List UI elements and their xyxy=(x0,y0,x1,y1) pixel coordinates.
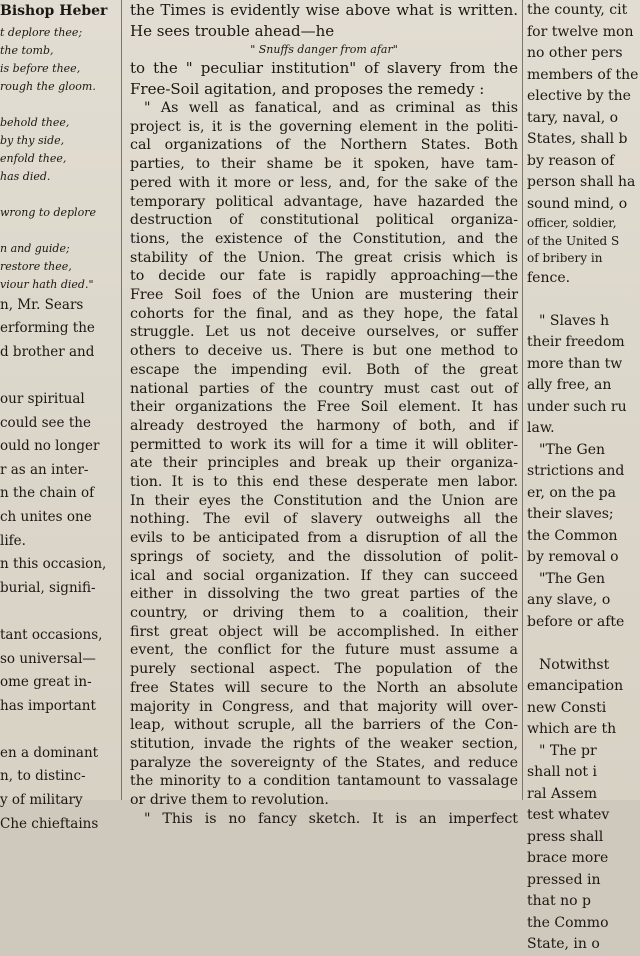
text-line: to decide our fate is rapidly approaching—the xyxy=(130,268,518,285)
text-line: " Snuffs danger from afar" xyxy=(250,43,398,56)
text-line: project is, it is the governing element in the politi- xyxy=(130,118,518,135)
text-line: sound mind, o xyxy=(527,195,628,212)
text-line xyxy=(0,186,116,204)
text-line: "The Gen xyxy=(539,441,606,458)
text-line: ical and social organization. If they can succeed xyxy=(130,567,518,584)
text-line: d brother and xyxy=(0,343,95,360)
column-rule xyxy=(121,0,122,800)
text-line: temporary political advantage, have hazarded the xyxy=(130,193,518,210)
text-line: pered with it more or less, and, for the sake of the xyxy=(130,174,518,191)
text-line: ome great in- xyxy=(0,674,92,691)
text-line: free States will secure to the North an absolute xyxy=(130,679,518,696)
text-line: our spiritual xyxy=(0,390,85,407)
text-line: n and guide; xyxy=(0,241,70,255)
text-line xyxy=(0,96,116,114)
text-line xyxy=(527,633,640,655)
text-line: Notwithst xyxy=(539,656,610,673)
text-line: first great object will be accomplished. In either xyxy=(130,623,518,640)
text-line: In their eyes the Constitution and the Union are xyxy=(130,492,518,509)
text-line: viour hath died." xyxy=(0,277,94,291)
text-line: the Times is evidently wise above what is written. xyxy=(130,1,518,19)
text-line: " The pr xyxy=(539,742,597,759)
text-line: the county, cit xyxy=(527,2,628,18)
text-line: Free Soil foes of the Union are mustering their xyxy=(130,287,518,304)
text-line: test whatev xyxy=(527,807,610,823)
text-line: is before thee, xyxy=(0,61,81,75)
text-line: the Common xyxy=(527,527,618,544)
text-line: or drive them to revolution. xyxy=(130,792,329,809)
text-line: the Commo xyxy=(527,914,609,931)
text-line: pressed in xyxy=(527,871,601,888)
text-line: person shall ha xyxy=(527,174,636,190)
text-line: States, shall b xyxy=(527,131,628,147)
text-line: tant occasions, xyxy=(0,626,103,643)
column-rule xyxy=(522,0,523,800)
text-line: their organizations the Free Soil element. It has xyxy=(130,399,518,416)
text-line: destruction of constitutional political organiza- xyxy=(130,212,518,229)
text-line: strictions and xyxy=(527,463,625,479)
text-line: their freedom xyxy=(527,334,625,350)
text-line: that no p xyxy=(527,893,591,909)
text-line: evils to be anticipated from a disruption of all the xyxy=(130,530,518,547)
text-line: Che chieftains xyxy=(0,815,99,832)
text-line: wrong to deplore xyxy=(0,205,96,219)
text-line: stability of the Union. The great crisis which is xyxy=(130,249,518,266)
text-line: by removal o xyxy=(527,549,619,565)
text-line: enfold thee, xyxy=(0,151,67,165)
text-line: t deplore thee; xyxy=(0,25,83,39)
text-line: new Consti xyxy=(527,699,607,716)
text-line: has important xyxy=(0,697,96,714)
text-line: others to deceive us. There is but one method to xyxy=(130,343,518,360)
text-line: parties, to their shame be it spoken, have tam- xyxy=(130,156,518,173)
text-line: no other pers xyxy=(527,45,623,61)
text-line: permitted to work its will for a time it will obliter- xyxy=(130,436,518,453)
text-line: tary, naval, o xyxy=(527,109,619,126)
text-line: the tomb, xyxy=(0,43,54,57)
text-line: paralyze the sovereignty of the States, and reduce xyxy=(130,754,518,771)
text-line: emancipation xyxy=(527,678,624,694)
text-line: cohorts for the final, and as they hope, the fatal xyxy=(130,305,518,322)
text-line: Bishop Heber xyxy=(0,3,108,19)
text-line: springs of society, and the dissolution of polit- xyxy=(130,548,518,565)
text-line: ate their principles and break up their organiza- xyxy=(130,455,518,472)
text-line: ally free, an xyxy=(527,377,612,393)
text-line: ch unites one xyxy=(0,508,92,525)
text-line: escape the impending evil. Both of the great xyxy=(130,361,518,378)
text-line: "The Gen xyxy=(539,570,606,587)
text-line: tion. It is to this end these desperate men labor. xyxy=(130,474,518,491)
text-line: tions, the existence of the Constitution, and the xyxy=(130,230,518,247)
text-line: already destroyed the harmony of both, and if xyxy=(130,417,518,434)
text-line: ould no longer xyxy=(0,438,100,455)
text-line: shall not i xyxy=(527,764,597,780)
text-line: to the " peculiar institution" of slavery from the xyxy=(130,59,518,77)
text-line: cal organizations of the Northern States. Both xyxy=(130,137,518,154)
text-line: so universal— xyxy=(0,650,96,667)
text-line xyxy=(0,222,116,240)
text-line: " This is no fancy sketch. It is an imperfect xyxy=(144,810,518,827)
right-column xyxy=(527,0,640,952)
text-line: either in dissolving the two great parties of the xyxy=(130,586,518,603)
text-line: of the United S xyxy=(527,233,620,248)
text-line: under such ru xyxy=(527,398,627,415)
middle-column xyxy=(126,0,518,827)
text-line xyxy=(0,718,116,742)
text-line: press shall xyxy=(527,828,604,845)
text-line: n, to distinc- xyxy=(0,768,86,785)
text-line: before or afte xyxy=(527,613,625,630)
text-line: " Slaves h xyxy=(539,312,610,329)
text-line: law. xyxy=(527,420,555,436)
text-line: burial, signifi- xyxy=(0,579,96,596)
text-line xyxy=(0,364,116,388)
text-line: ral Assem xyxy=(527,785,598,802)
text-line: rough the gloom. xyxy=(0,79,96,93)
text-line: officer, soldier, xyxy=(527,216,617,230)
text-line: leap, without scruple, all the barriers of the Con- xyxy=(130,717,518,734)
text-line: restore thee, xyxy=(0,259,72,273)
text-line: en a dominant xyxy=(0,744,99,761)
text-line: y of military xyxy=(0,792,83,809)
text-line: has died. xyxy=(0,169,51,183)
text-line: event, the conflict for the future must assume a xyxy=(130,642,518,659)
text-line: by thy side, xyxy=(0,133,65,147)
text-line: elective by the xyxy=(527,88,631,104)
text-line: members of the xyxy=(527,66,639,83)
text-line: more than tw xyxy=(527,355,623,372)
text-line: n, Mr. Sears xyxy=(0,296,84,313)
text-line: State, in o xyxy=(527,936,600,952)
text-line: for twelve mon xyxy=(527,23,634,40)
text-line: purely sectional aspect. The population of the xyxy=(130,661,518,678)
text-line: brace more xyxy=(527,850,609,866)
text-line: n this occasion, xyxy=(0,556,107,573)
text-line: fence. xyxy=(527,269,571,286)
text-line: majority in Congress, and that majority will over- xyxy=(130,698,518,715)
text-line: life. xyxy=(0,532,26,549)
text-line: country, or driving them to a coalition, their xyxy=(130,604,518,621)
text-line: behold thee, xyxy=(0,115,70,129)
text-line: He sees trouble ahead—he xyxy=(130,21,335,40)
text-line: national parties of the country must cast out of xyxy=(130,380,518,397)
text-line: " As well as fanatical, and as criminal as this xyxy=(144,100,518,116)
text-line: of bribery in xyxy=(527,251,603,265)
text-line: by reason of xyxy=(527,152,615,169)
text-line: er, on the pa xyxy=(527,484,616,501)
text-line: erforming the xyxy=(0,320,95,337)
text-line: Free-Soil agitation, and proposes the remedy : xyxy=(130,79,485,98)
text-line: which are th xyxy=(527,721,617,737)
text-line xyxy=(0,600,116,624)
text-line: r as an inter- xyxy=(0,461,89,478)
left-column xyxy=(0,0,116,832)
text-line: could see the xyxy=(0,414,91,431)
text-line: struggle. Let us not deceive ourselves, or suffer xyxy=(130,324,518,341)
text-line xyxy=(527,289,640,311)
text-line: n the chain of xyxy=(0,485,95,502)
text-line: stitution, invade the rights of the weaker section, xyxy=(130,735,518,752)
text-line: the minority to a condition tantamount to vassalage xyxy=(130,773,518,790)
text-line: any slave, o xyxy=(527,592,611,608)
text-line: nothing. The evil of slavery outweighs all the xyxy=(130,511,518,528)
text-line: their slaves; xyxy=(527,506,614,522)
